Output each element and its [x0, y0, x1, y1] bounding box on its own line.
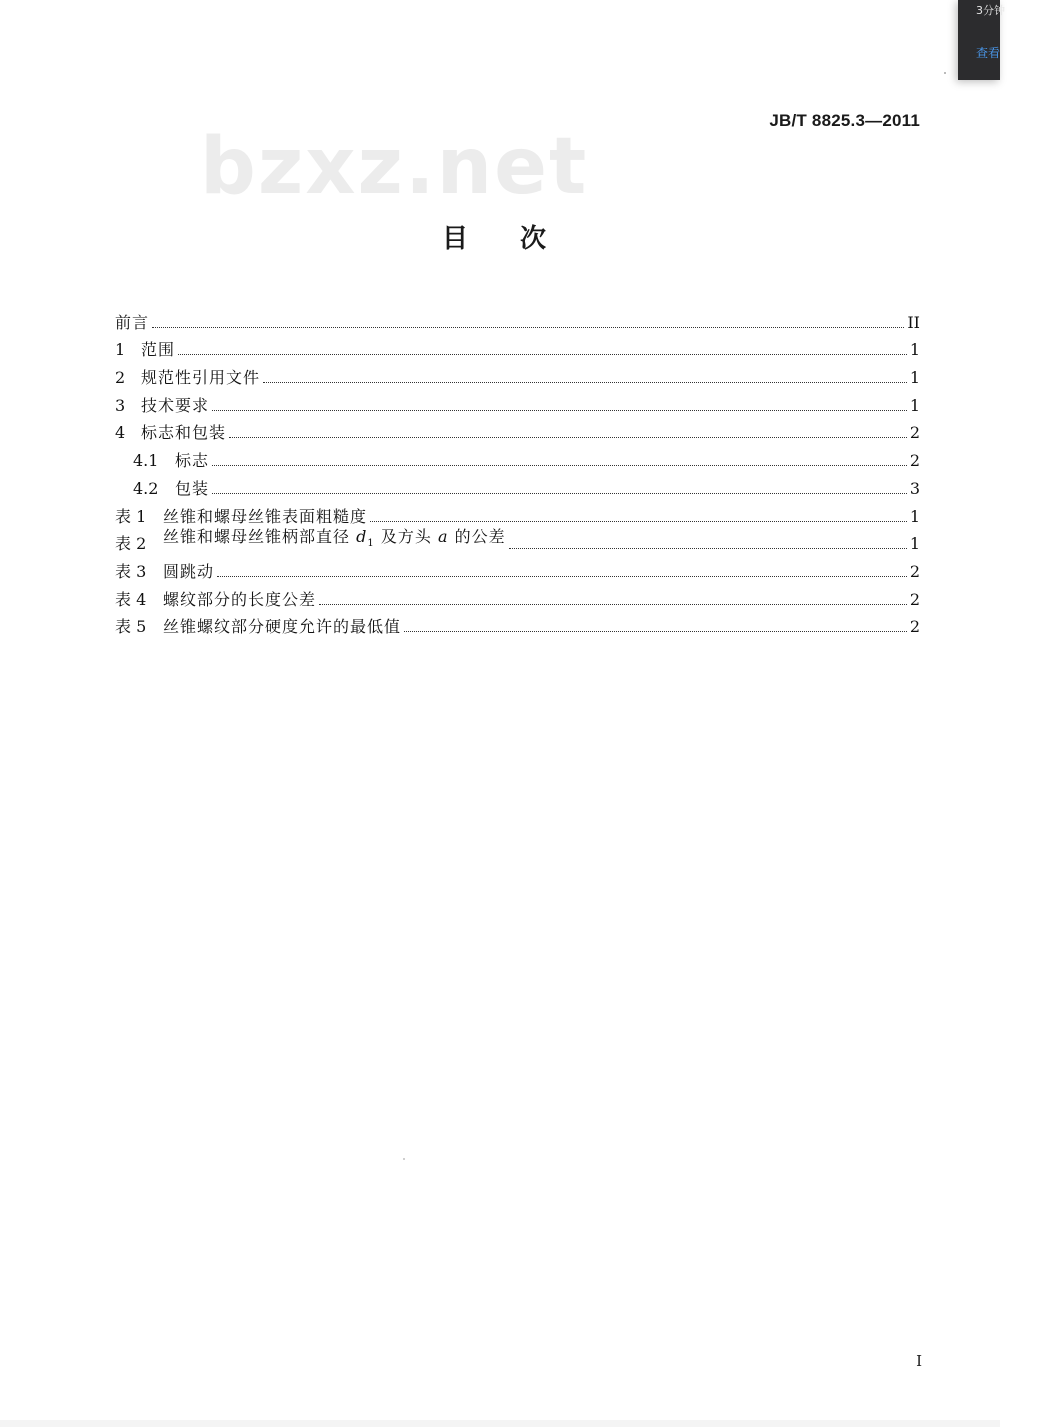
toc-page: II: [907, 312, 920, 332]
toc-label: 标志: [175, 451, 210, 471]
toc-number: 表 5: [115, 617, 147, 637]
speck: [944, 72, 946, 74]
leader-dots: [370, 520, 907, 522]
toc-label: [163, 527, 506, 554]
toc-entry-section-3[interactable]: [115, 388, 920, 416]
table-of-contents: [115, 305, 920, 637]
toc-page: 3: [909, 478, 920, 498]
toc-entry-table-3[interactable]: [115, 554, 920, 582]
leader-dots: [229, 436, 907, 438]
toc-label-part: 丝锥和螺母丝锥柄部直径: [163, 527, 351, 546]
toc-number: 4.2: [133, 478, 159, 498]
toc-page: 2: [909, 423, 920, 443]
leader-dots: [404, 630, 907, 632]
toc-label: 螺纹部分的长度公差: [163, 589, 317, 609]
toc-entry-table-4[interactable]: [115, 582, 920, 610]
toc-label: 前言: [115, 312, 150, 332]
notification-card[interactable]: [958, 0, 1005, 80]
toc-number: 3: [115, 395, 126, 415]
toc-page: 1: [909, 506, 920, 526]
leader-dots: [212, 464, 907, 466]
leader-dots: [212, 409, 907, 411]
notification-time: 3分钟: [976, 4, 1005, 17]
toc-page: 1: [909, 534, 920, 554]
toc-number: 4: [115, 423, 126, 443]
toc-entry-table-2[interactable]: [115, 527, 920, 555]
page-title: 目次: [441, 224, 598, 254]
toc-entry-foreword[interactable]: [115, 305, 920, 333]
view-link[interactable]: 查看: [976, 46, 1001, 60]
toc-label-part: 的公差: [454, 527, 506, 546]
leader-dots: [319, 603, 907, 605]
toc-page: 1: [909, 340, 920, 360]
leader-dots: [217, 575, 907, 577]
toc-entry-table-5[interactable]: [115, 610, 920, 638]
toc-entry-section-1[interactable]: [115, 333, 920, 361]
toc-entry-table-1[interactable]: [115, 499, 920, 527]
watermark: bzxz.net: [200, 122, 589, 212]
toc-label: 丝锥螺纹部分硬度允许的最低值: [163, 617, 402, 637]
standard-code: JB/T 8825.3—2011: [769, 111, 920, 130]
symbol-d: d: [356, 527, 368, 546]
toc-label: 圆跳动: [163, 561, 215, 581]
toc-entry-section-4-2[interactable]: [115, 471, 920, 499]
toc-label: 规范性引用文件: [141, 368, 261, 388]
toc-label: 技术要求: [141, 395, 210, 415]
toc-page: 2: [909, 589, 920, 609]
toc-number: 表 3: [115, 561, 147, 581]
leader-dots: [212, 492, 907, 494]
toc-label: 范围: [141, 340, 176, 360]
toc-number: 表 1: [115, 506, 147, 526]
toc-number: 2: [115, 368, 126, 388]
page-number: I: [916, 1352, 922, 1370]
toc-page: 1: [909, 368, 920, 388]
toc-number: 4.1: [133, 451, 159, 471]
speck: [403, 1158, 405, 1160]
toc-number: 1: [115, 340, 126, 360]
toc-entry-section-4[interactable]: [115, 416, 920, 444]
leader-dots: [263, 381, 907, 383]
toc-page: 2: [909, 561, 920, 581]
toc-label: 标志和包装: [141, 423, 227, 443]
toc-number: 表 2: [115, 534, 147, 554]
page-bottom-edge: [0, 1420, 1000, 1427]
toc-entry-section-2[interactable]: [115, 360, 920, 388]
toc-page: 2: [909, 451, 920, 471]
toc-number: 表 4: [115, 589, 147, 609]
leader-dots: [178, 353, 907, 355]
leader-dots: [152, 326, 904, 328]
toc-page: 1: [909, 395, 920, 415]
toc-label: 丝锥和螺母丝锥表面粗糙度: [163, 506, 368, 526]
toc-label: 包装: [175, 478, 210, 498]
toc-entry-section-4-1[interactable]: [115, 443, 920, 471]
toc-page: 2: [909, 617, 920, 637]
symbol-a: a: [437, 527, 449, 546]
toc-label-part: 及方头: [380, 527, 432, 546]
symbol-subscript: 1: [367, 538, 375, 550]
leader-dots: [509, 547, 907, 549]
